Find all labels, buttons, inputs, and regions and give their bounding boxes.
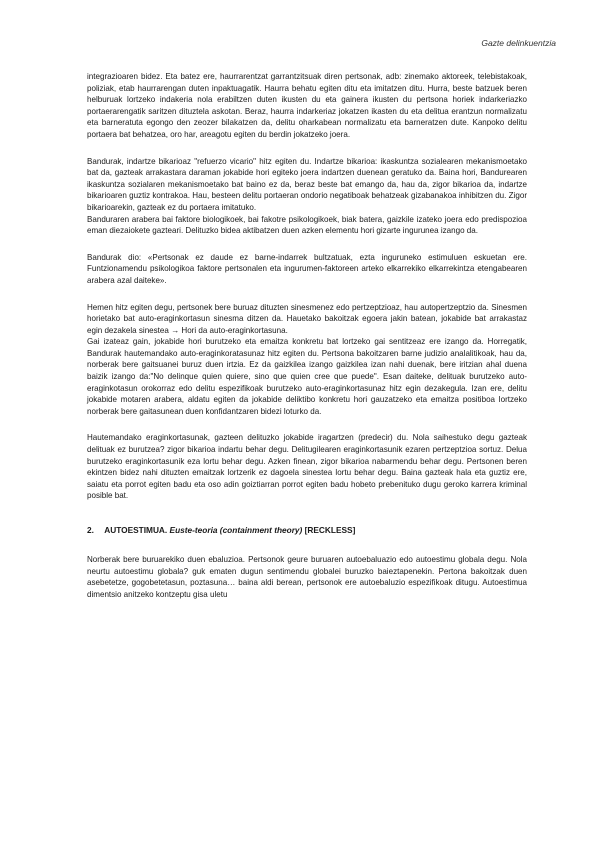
paragraph: Norberak bere buruarekiko duen ebaluzioa. Pertsonok geure buruaren autoebaluazio edo autoestimu globala degu. Nola neurtu autoestimu globala? guk ematen dugun sentimendu globalei buruzko baieztapenekin. Pertona bakoitzak duen asebetetze, gogobetetasun, poztasuna… baina aldi berean, pertsonok ere autoebaluzio espezifikoak ditugu. Autoestimua dimentsio anitzeko kontzeptu gisa uletu bbox=[87, 555, 527, 599]
section-number: 2. bbox=[87, 525, 94, 535]
paragraph: Banduraren arabera bai faktore biologikoek, bai fakotre psikologikoek, biak batera, gaizkile izateko joera edo predispozioa eman diezaiokete gazteari. Delituzko bidea aktibatzen duen azken elementu hori gizarte ingurunea izango da. bbox=[87, 214, 527, 236]
document-body bbox=[87, 71, 527, 600]
section-heading bbox=[87, 524, 527, 536]
paragraph: Bandurak, indartze bikarioaz "refuerzo vicario" hitz egiten du. Indartze bikarioa: ikaskuntza sozialearen mekanismoetako bat da, gazteak arrakastara daraman jokabide hori egiteko joera indartzen duenean geratuko da. Baina hori, Bandurearen ikaskuntza sozialaren mekanismoetako bat baino ez da, beraz beste bat emango da, hau da, zigor bikarioa da, indartze bikarioaren guztiz kontrakoa. Hau, besteen delitu portaeran ondorio negatiboak behatzeak gizabanakoa inhibitzen du. Zigor bikarioarekin, gazteak ez du portaera imitatuko. bbox=[87, 156, 527, 212]
section-subtitle: Euste-teoria (containment theory) bbox=[169, 525, 303, 535]
section-title: AUTOESTIMUA. bbox=[104, 525, 168, 535]
paragraph: Hautemandako eraginkortasunak, gazteen delituzko jokabide iragartzen (predecir) du. Nola saihestuko degu gazteak delituak ez burutzea? zigor bikarioa indartu behar degu. Delitugilearen eraginkortasunik ezaren pertzeptzioa sortuz. Delua burutzeko eraginkortasunik eza lortu behar degu. Azken finean, zigor bikarioa nabarmendu behar degu. Pertsonen beren ekintzen bidez nahi dituzten emaitzak lortzerik ez dagoela sinestea lortu behar degu. Baina gazteak hala eta guztiz ere, saiatu eta porrot egiten badu eta oso adin goiztiarran porrot egiten badu hobeto prebenituko dugu geroko karrera kriminal posible bat. bbox=[87, 433, 527, 501]
paragraph: Gai izateaz gain, jokabide hori burutzeko eta emaitza konkretu bat lortzeko gai sentitzeaz ere izango da. Horregatik, Bandurak hautemandako auto-eraginkoratasunaz hitz egiten du. Pertsona bakoitzaren barne judizio analalitikoak, hau da, norberak bere gaitsuanei buruz duen irtzia. Ez da gaizkilea izango gaizkilea izan nahi duenak, bere iritzian ahal duena baizik izango da:"No delinque quien quiere, sino que quien cree que puede". Esan daiteke, delituak burutzeko auto-eraginkotasun orokorraz edo delitu espezifikoak burutzeko auto-eraginkortasunaz hitz egin dezakegula. Izan ere, delitu jokabide motaren arabera, aldatu egiten da jokabide deliktibo konkretu hori gauzatzeko eta emaitza positiboa lortzeko norberak bere gaitasunean duen konfidantzaren bidezi loturko da. bbox=[87, 337, 527, 416]
paragraph: Hemen hitz egiten degu, pertsonek bere buruaz dituzten sinesmenez edo pertzeptzioaz, hau autopertzeptzio da. Sinesmen horietako bat auto-eraginkortasun sinesma ditzen da. Hauetako bakoitzak egoera jakin batean, jokabide bat arrakastaz egin dezakela sinestea → Hori da auto-eraginkortasuna. bbox=[87, 302, 527, 335]
section-tag: [RECKLESS] bbox=[304, 525, 356, 535]
running-header: Gazte delinkuentzia bbox=[481, 38, 556, 48]
paragraph: integrazioaren bidez. Eta batez ere, haurrarentzat garrantzitsuak diren pertsonak, adb: zinemako aktoreek, telebistakoak, poliziak, etab haurrarengan duten inpaktuagatik. Haurra behatu egiten ditu eta imitatzen ditu. Hurra, beste batzuek beren helburuak lortzeko indakeria nola erabiltzen duten ikusten du eta gainera ikusten du pertsona horiek indarkeriazko portaerarengatik saritzen dituztela askotan. Beraz, haurra indarkeriaz jokatzen ikasten du eta delitua erantzun normalizatu eta barneratuta egongo den zeozer bilakatzen da, delitu oharkabean normalizatu eta barneratzen dute. Kanpoko delitu portaera bat behatzea, oro har, areagotu egiten du berdin jokatzeko joera. bbox=[87, 72, 527, 139]
quote-paragraph: Bandurak dio: «Pertsonak ez daude ez barne-indarrek bultzatuak, ezta inguruneko estimuluen eskuetan ere. Funtzionamendu psikologikoa faktore pertsonalen eta ingurumen-faktoreen arteko elkarrekiko elkarrekintza etengabearen arabera azal daiteke». bbox=[87, 252, 527, 285]
